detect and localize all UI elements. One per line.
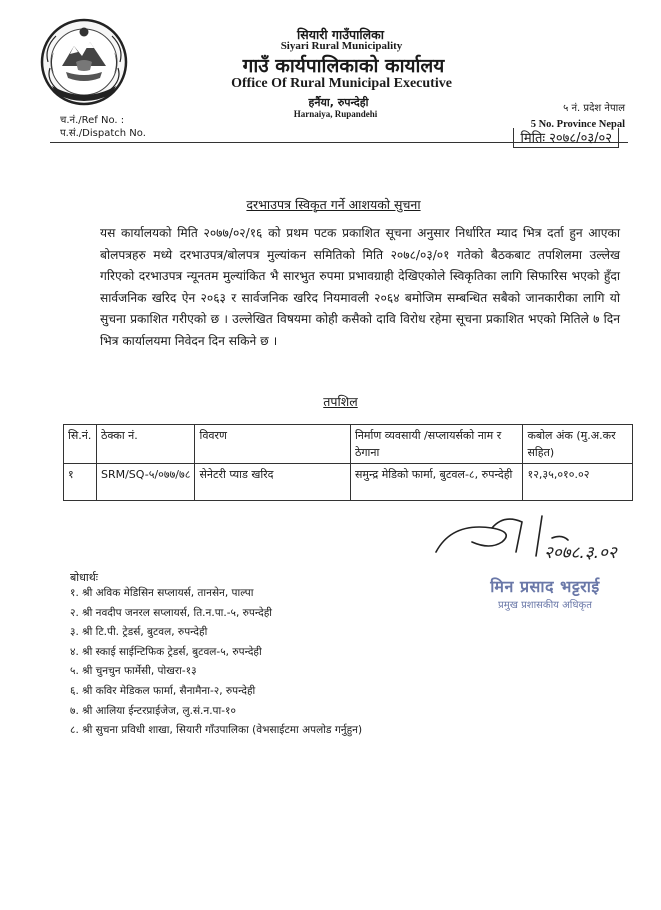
office-name-en: Office Of Rural Municipal Executive <box>231 76 452 91</box>
official-stamp <box>470 575 620 623</box>
col-supplier: निर्माण व्यवसायी /सप्लायर्सको नाम र ठेगाना <box>350 425 523 464</box>
list-item: २. श्री नवदीप जनरल सप्लायर्स, ति.न.पा.-५, रुपन्देही <box>70 606 272 619</box>
col-bid-amount: कबोल अंक (मु.अ.कर सहित) <box>523 425 633 464</box>
stamp-name: मिन प्रसाद भट्टराई <box>490 577 600 596</box>
handwritten-signature <box>432 512 642 582</box>
cc-label: बोधार्थः <box>70 571 98 584</box>
address-np: हर्नैया, रुपन्देही <box>308 96 369 109</box>
table-header-row <box>64 425 633 464</box>
address-en: Harnaiya, Rupandehi <box>293 109 378 119</box>
col-contract-no: ठेक्का नं. <box>96 425 194 464</box>
reference-block <box>60 114 146 140</box>
list-item: ५. श्री चुनचुन फार्मेसी, पोखरा-१३ <box>70 665 197 678</box>
office-name-np: गाउँ कार्यपालिकाको कार्यालय <box>242 55 445 77</box>
signature-date: २०७८.३.०२ <box>544 543 617 563</box>
cell-supplier: समुन्द्र मेडिको फार्मा, बुटवल-८, रुपन्देही <box>350 464 523 501</box>
details-table <box>63 424 633 501</box>
cell-bid-amount: १२,३५,०१०.०२ <box>523 464 633 501</box>
list-item: ३. श्री टि.पी. ट्रेडर्स, बुटवल, रुपन्देही <box>70 626 208 639</box>
municipality-name-en: Siyari Rural Municipality <box>280 40 403 52</box>
cc-list <box>70 584 362 741</box>
cell-description: सेनेटरी प्याड खरिद <box>195 464 350 501</box>
list-item: ६. श्री कविर मेडिकल फार्मा, सैनामैना-२, रुपन्देही <box>70 684 256 697</box>
province-np: ५ नं. प्रदेश नेपाल <box>563 103 625 114</box>
cell-contract-no: SRM/SQ-५/०७७/७८ <box>96 464 194 501</box>
notice-date: मितिः २०७८/०३/०२ <box>513 128 619 148</box>
notice-body: यस कार्यालयको मिति २०७७/०२/१६ को प्रथम पटक प्रकाशित सूचना अनुसार निर्धारित म्याद भित्र दर्ता हुन आएका बोलपत्रहरु मध्ये दरभाउपत्र/बोलपत्र मुल्यांकन समितिको मिति २०७८/०३/०१ गतेको बैठकबाट तपशिलमा उल्लेख गरिएको दरभाउपत्र न्यूनतम मुल्यांकित भै सारभुत रुपमा प्रभावग्राही देखिएकोले स्विकृतिका लागि सिफारिस भएको हुँदा सार्वजनिक खरिद ऐन २०६३ र सार्वजनिक खरिद नियमावली २०६४ बमोजिम सम्बन्धित सबैको जानकारीका लागि यो सुचना प्रकाशित गरीएको छ । उल्लेखित विषयमा कोही कसैको दावि विरोध रहेमा सूचना प्रकाशित भएको मितिले ७ दिन भित्र कार्यालयमा निवेदन दिन सकिने छ । <box>100 226 620 348</box>
list-item: ८. श्री सुचना प्रविधी शाखा, सियारी गाँउपालिका (वेभसाईटमा अपलोड गर्नुहुन) <box>70 724 363 737</box>
province-en: 5 No. Province Nepal <box>530 119 625 130</box>
list-item: ४. श्री स्काई साईन्टिफिक ट्रेडर्स, बुटवल-५, रुपन्देही <box>70 645 262 658</box>
stamp-title: प्रमुख प्रशासकीय अधिकृत <box>498 600 592 611</box>
ref-no: च.नं./Ref No. : <box>60 115 125 126</box>
col-description: विवरण <box>195 425 350 464</box>
cell-sn: १ <box>64 464 97 501</box>
dispatch-no: प.सं./Dispatch No. <box>60 128 146 139</box>
list-item: १. श्री अविक मेडिसिन सप्लायर्स, तानसेन, पाल्पा <box>70 587 254 599</box>
col-sn: सि.नं. <box>64 425 97 464</box>
municipality-name-np: सियारी गाउँपालिका <box>297 27 384 42</box>
list-item: ७. श्री आलिया ईन्टरप्राईजेज, लु.सं.न.पा-१० <box>70 704 236 717</box>
details-heading: तपशिल <box>323 394 358 409</box>
notice-subject: दरभाउपत्र स्विकृत गर्ने आशयको सुचना <box>246 197 421 212</box>
table-row <box>64 464 633 501</box>
